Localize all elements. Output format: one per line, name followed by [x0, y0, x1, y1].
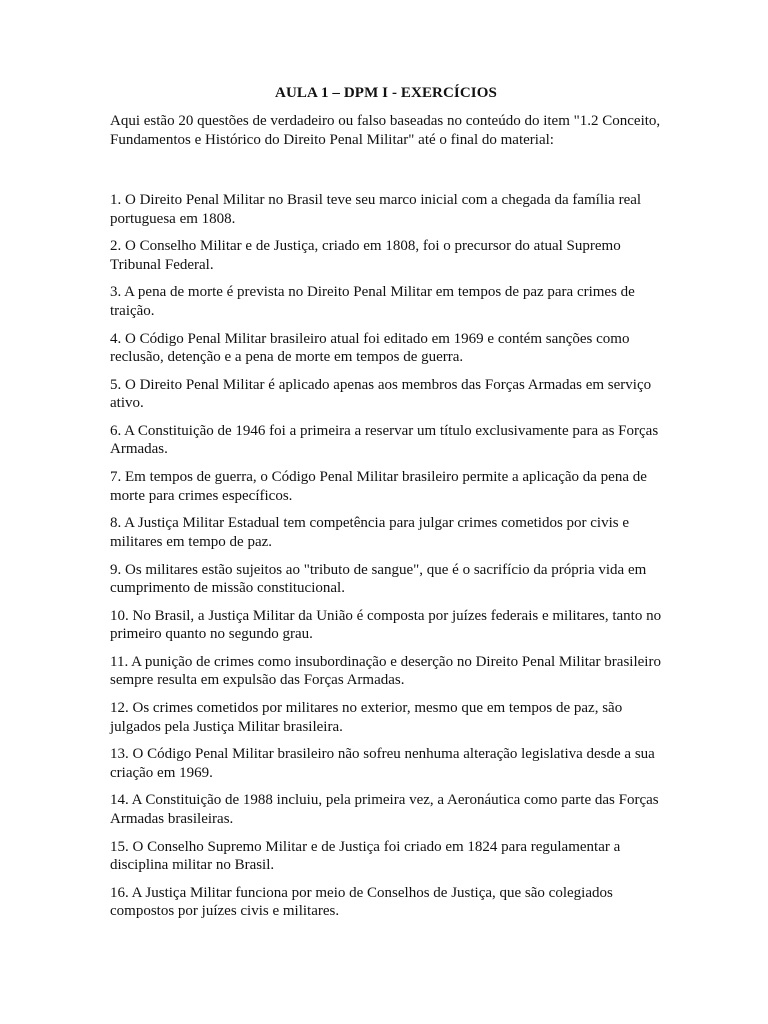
question-item: 15. O Conselho Supremo Militar e de Justiça foi criado em 1824 para regulamentar a disciplina militar no Brasil. [110, 838, 621, 874]
question-item: 10. No Brasil, a Justiça Militar da União é composta por juízes federais e militares, tanto no primeiro quanto no segundo grau. [110, 607, 662, 643]
question-item: 14. A Constituição de 1988 incluiu, pela primeira vez, a Aeronáutica como parte das Forças Armadas brasileiras. [110, 792, 659, 827]
question-item: 7. Em tempos de guerra, o Código Penal Militar brasileiro permite a aplicação da pena de morte para crimes específicos. [110, 469, 647, 504]
question-item: 16. A Justiça Militar funciona por meio de Conselhos de Justiça, que são colegiados compostos por juízes civis e militares. [110, 884, 613, 920]
question-item: 4. O Código Penal Militar brasileiro atual foi editado em 1969 e contém sanções como reclusão, detenção e a pena de morte em tempos de guerra. [110, 330, 630, 366]
question-item: 3. A pena de morte é prevista no Direito Penal Militar em tempos de paz para crimes de traição. [110, 284, 635, 319]
question-item: 1. O Direito Penal Militar no Brasil teve seu marco inicial com a chegada da família real portuguesa em 1808. [110, 192, 642, 227]
intro-paragraph: Aqui estão 20 questões de verdadeiro ou falso baseadas no conteúdo do item "1.2 Conceito, Fundamentos e Histórico do Direito Penal Militar" até o final do material: [110, 113, 661, 148]
question-item: 8. A Justiça Militar Estadual tem competência para julgar crimes cometidos por civis e militares em tempo de paz. [110, 515, 630, 550]
question-item: 6. A Constituição de 1946 foi a primeira a reservar um título exclusivamente para as Forças Armadas. [110, 422, 659, 458]
document-page [110, 84, 662, 930]
questions-list [110, 191, 662, 921]
question-item: 5. O Direito Penal Militar é aplicado apenas aos membros das Forças Armadas em serviço ativo. [110, 376, 652, 412]
question-item: 9. Os militares estão sujeitos ao "tributo de sangue", que é o sacrifício da própria vida em cumprimento de missão constitucional. [110, 561, 647, 596]
question-item: 2. O Conselho Militar e de Justiça, criado em 1808, foi o precursor do atual Supremo Tribunal Federal. [110, 238, 621, 273]
question-item: 11. A punição de crimes como insubordinação e deserção no Direito Penal Militar brasileiro sempre resulta em expulsão das Forças Armadas. [110, 653, 661, 689]
question-item: 12. Os crimes cometidos por militares no exterior, mesmo que em tempos de paz, são julgados pela Justiça Militar brasileira. [110, 700, 623, 735]
document-title: AULA 1 – DPM I - EXERCÍCIOS [275, 85, 497, 101]
question-item: 13. O Código Penal Militar brasileiro não sofreu nenhuma alteração legislativa desde a sua criação em 1969. [110, 746, 655, 781]
